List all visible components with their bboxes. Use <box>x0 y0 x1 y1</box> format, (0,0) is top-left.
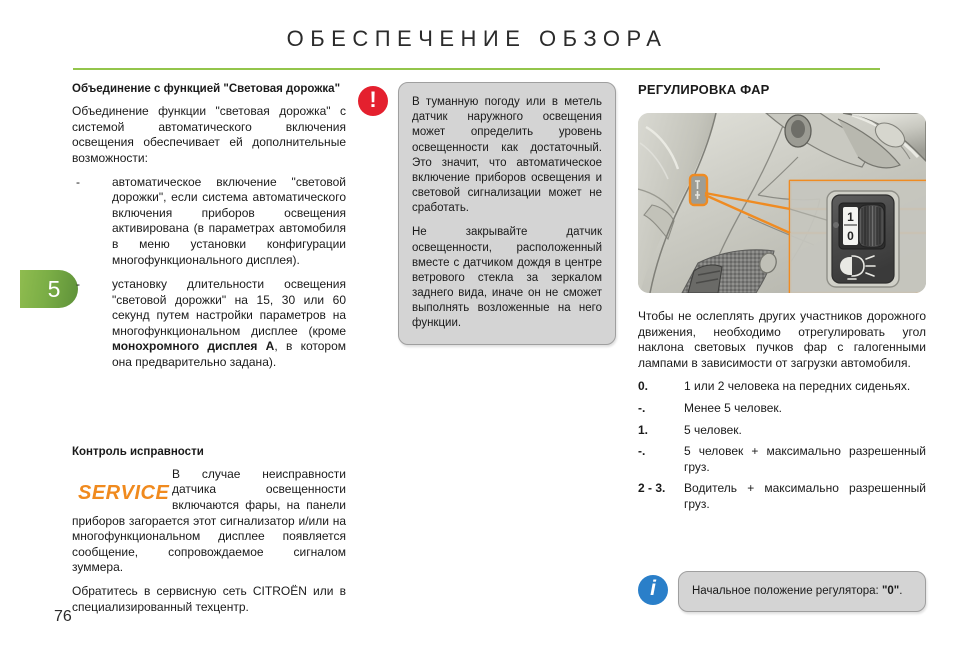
list-item <box>638 444 926 475</box>
setting-text: 1 или 2 человека на передних сиденьях. <box>684 379 911 394</box>
dashboard-illustration-svg <box>638 113 926 293</box>
header-divider-rule <box>73 68 880 70</box>
page-title: ОБЕСПЕЧЕНИЕ ОБЗОРА <box>286 26 668 51</box>
warning-callout-box <box>398 82 616 345</box>
warning-icon <box>358 86 388 116</box>
setting-text: Водитель + максимально разрешенный груз. <box>684 481 926 511</box>
list-item <box>638 423 926 439</box>
left-column <box>72 82 346 615</box>
setting-key: 1. <box>638 422 649 437</box>
setting-key: -. <box>638 444 646 459</box>
page-number: 76 <box>54 608 72 625</box>
list-item <box>638 401 926 417</box>
svg-text:0: 0 <box>847 229 854 243</box>
svg-text:1: 1 <box>847 210 854 224</box>
list-item-text-part2: , в котором она предварительно задана). <box>112 339 346 370</box>
headlight-adjuster-switch <box>827 191 899 287</box>
list-item-text-bold: монохромного дисплея A <box>112 339 275 354</box>
service-heading: Контроль исправности <box>72 445 204 458</box>
bullet-dash-marker: - <box>76 174 80 189</box>
setting-key: 0. <box>638 379 649 394</box>
info-text-bold: "0" <box>881 584 900 597</box>
bullet-dash-marker: - <box>76 277 80 292</box>
right-column-heading: РЕГУЛИРОВКА ФАР <box>638 82 770 97</box>
info-text-prefix: Начальное положение регулятора: <box>692 584 882 597</box>
warning-paragraph-1: В туманную погоду или в метель датчик наружного освещения может определить уровень освещенности как достаточный. Это значит, что автоматическое включение приборов освещения и световой сигнализации может не сработать. <box>412 96 602 215</box>
list-item <box>72 175 346 269</box>
list-item <box>638 379 926 395</box>
warning-paragraph-2: Не закрывайте датчик освещенности, расположенный вместе с датчиком дождя в центре ветрового стекла за зеркалом заднего вида, иначе он не сможет выполнять возложенные на него функции. <box>412 226 602 330</box>
warning-callout <box>358 82 616 345</box>
info-callout-text <box>692 584 912 599</box>
setting-text: 5 человек. <box>684 422 742 437</box>
left-column-heading: Объединение с функцией "Световая дорожка" <box>72 83 341 95</box>
headlight-setting-list <box>638 379 926 512</box>
warning-icon-glyph: ! <box>369 87 377 112</box>
info-icon-glyph: i <box>650 577 656 601</box>
page-header <box>0 26 954 52</box>
chapter-tab-5[interactable] <box>20 270 78 308</box>
setting-text: 5 человек + максимально разрешенный груз. <box>684 444 926 474</box>
list-item <box>72 277 346 371</box>
setting-key: -. <box>638 400 646 415</box>
middle-column <box>358 82 616 345</box>
info-callout <box>638 571 926 612</box>
list-item-text: автоматическое включение "световой дорожки", если система автоматического включения приборов освещения активирована (в параметрах автомобиля в меню установки конфигурации многофункционального дисплея). <box>112 174 346 267</box>
info-callout-box <box>678 571 926 612</box>
list-item <box>638 481 926 512</box>
service-block <box>72 467 346 584</box>
service-section <box>72 445 346 616</box>
left-column-bullet-list <box>72 175 346 371</box>
chapter-tab-number: 5 <box>47 275 61 302</box>
right-column-intro: Чтобы не ослеплять других участников дорожного движения, необходимо отрегулировать угол наклона световых пучков фар с галогенными лампами в зависимости от загрузки автомобиля. <box>638 309 926 370</box>
service-text-secondary: Обратитесь в сервисную сеть CITROËN или в специализированный техцентр. <box>72 584 346 614</box>
setting-key: 2 - 3. <box>638 481 666 496</box>
setting-text: Менее 5 человек. <box>684 400 782 415</box>
right-column <box>638 82 926 612</box>
info-text-suffix: . <box>899 584 903 597</box>
service-logo: SERVICE <box>78 481 170 504</box>
left-column-intro: Объединение функции "световая дорожка" с системой автоматического включения освещения обеспечивает ей дополнительные возможности: <box>72 104 346 165</box>
info-icon <box>638 575 668 605</box>
service-text-primary: В случае неисправности датчика освещенности включаются фары, на панели приборов загорается этот сигнализатор и/или на многофункциональном дисплее появляется сообщение, сопровождаемое сигналом зуммера. <box>72 466 346 575</box>
list-item-text-part1: установку длительности освещения "световой дорожки" на 15, 30 или 60 секунд путем настройки параметров на многофункциональном дисплее (кроме <box>112 277 346 338</box>
headlight-adjuster-dashboard-illustration <box>638 113 926 293</box>
